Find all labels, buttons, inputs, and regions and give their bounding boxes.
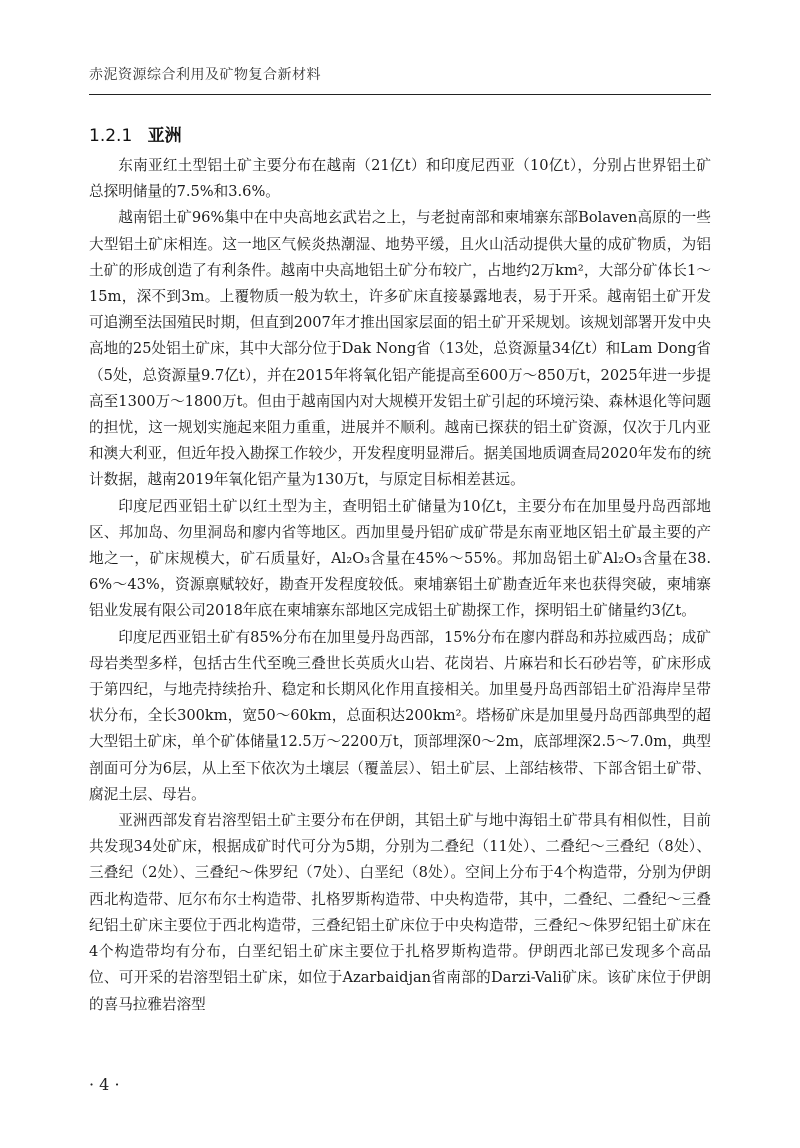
paragraph-3: 印度尼西亚铝土矿以红土型为主，查明铝土矿储量为10亿t，主要分布在加里曼丹岛西部地区、邦加岛、勿里洞岛和廖内省等地区。西加里曼丹铝矿成矿带是东南亚地区铝土矿最主要的产地之一，矿床规模大，矿石质量好，Al₂O₃含量在45%～55%。邦加岛铝土矿Al₂O₃含量在38.6%～43%，资源禀赋较好，勘查开发程度较低。柬埔寨铝土矿勘查近年来也获得突破，柬埔寨铝业发展有限公司2018年底在柬埔寨东部地区完成铝土矿勘探工作，探明铝土矿储量约3亿t。 <box>89 497 711 620</box>
paragraph-1: 东南亚红土型铝土矿主要分布在越南（21亿t）和印度尼西亚（10亿t），分别占世界铝土矿总探明储量的7.5%和3.6%。 <box>89 157 711 201</box>
section-number: 1.2.1 <box>89 126 133 146</box>
running-header: 赤泥资源综合利用及矿物复合新材料 <box>89 67 321 83</box>
paragraph-5: 亚洲西部发育岩溶型铝土矿主要分布在伊朗，其铝土矿与地中海铝土矿带具有相似性，目前共发现34处矿床，根据成矿时代可分为5期，分别为二叠纪（11处）、二叠纪～三叠纪（8处）、三叠纪（2处）、三叠纪～侏罗纪（7处）、白垩纪（8处）。空间上分布于4个构造带，分别为伊朗西北构造带、厄尔布尔士构造带、扎格罗斯构造带、中央构造带，其中，二叠纪、二叠纪～三叠纪铝土矿床主要位于西北构造带，三叠纪铝土矿床位于中央构造带，三叠纪～侏罗纪铝土矿床在4个构造带均有分布，白垩纪铝土矿床主要位于扎格罗斯构造带。伊朗西北部已发现多个高品位、可开采的岩溶型铝土矿床，如位于Azarbaidjan省南部的Darzi-Vali矿床。该矿床位于伊朗的喜马拉雅岩溶型 <box>89 812 711 1013</box>
section-heading <box>89 121 182 146</box>
body-text <box>89 153 711 1018</box>
paragraph-2: 越南铝土矿96%集中在中央高地玄武岩之上，与老挝南部和柬埔寨东部Bolaven高原的一些大型铝土矿床相连。这一地区气候炎热潮湿、地势平缓，且火山活动提供大量的成矿物质，为铝土矿的形成创造了有利条件。越南中央高地铝土矿分布较广，占地约2万km²，大部分矿体长1～15m，深不到3m。上覆物质一般为软土，许多矿床直接暴露地表，易于开采。越南铝土矿开发可追溯至法国殖民时期，但直到2007年才推出国家层面的铝土矿开采规划。该规划部署开发中央高地的25处铝土矿床，其中大部分位于Dak Nong省（13处，总资源量34亿t）和Lam Dong省（5处，总资源量9.7亿t），并在2015年将氧化铝产能提高至600万～850万t，2025年进一步提高至1300万～1800万t。但由于越南国内对大规模开发铝土矿引起的环境污染、森林退化等问题的担忧，这一规划实施起来阻力重重，进展并不顺利。越南已探获的铝土矿资源，仅次于几内亚和澳大利亚，但近年投入勘探工作较少，开发程度明显滞后。据美国地质调查局2020年发布的统计数据，越南2019年氧化铝产量为130万t，与原定目标相差甚远。 <box>89 209 711 489</box>
paragraph-4: 印度尼西亚铝土矿有85%分布在加里曼丹岛西部，15%分布在廖内群岛和苏拉威西岛；成矿母岩类型多样，包括古生代至晚三叠世长英质火山岩、花岗岩、片麻岩和长石砂岩等，矿床形成于第四纪，与地壳持续抬升、稳定和长期风化作用直接相关。加里曼丹岛西部铝土矿沿海岸呈带状分布，全长300km，宽50～60km，总面积达200km²。塔杨矿床是加里曼丹岛西部典型的超大型铝土矿床，单个矿体储量12.5万～2200万t，顶部埋深0～2m，底部埋深2.5～7.0m，典型剖面可分为6层，从上至下依次为土壤层（覆盖层）、铝土矿层、上部结核带、下部含铝土矿带、腐泥土层、母岩。 <box>89 628 711 803</box>
section-title: 亚洲 <box>147 126 182 146</box>
header-rule <box>89 94 711 95</box>
page-number: · 4 · <box>89 1075 120 1094</box>
